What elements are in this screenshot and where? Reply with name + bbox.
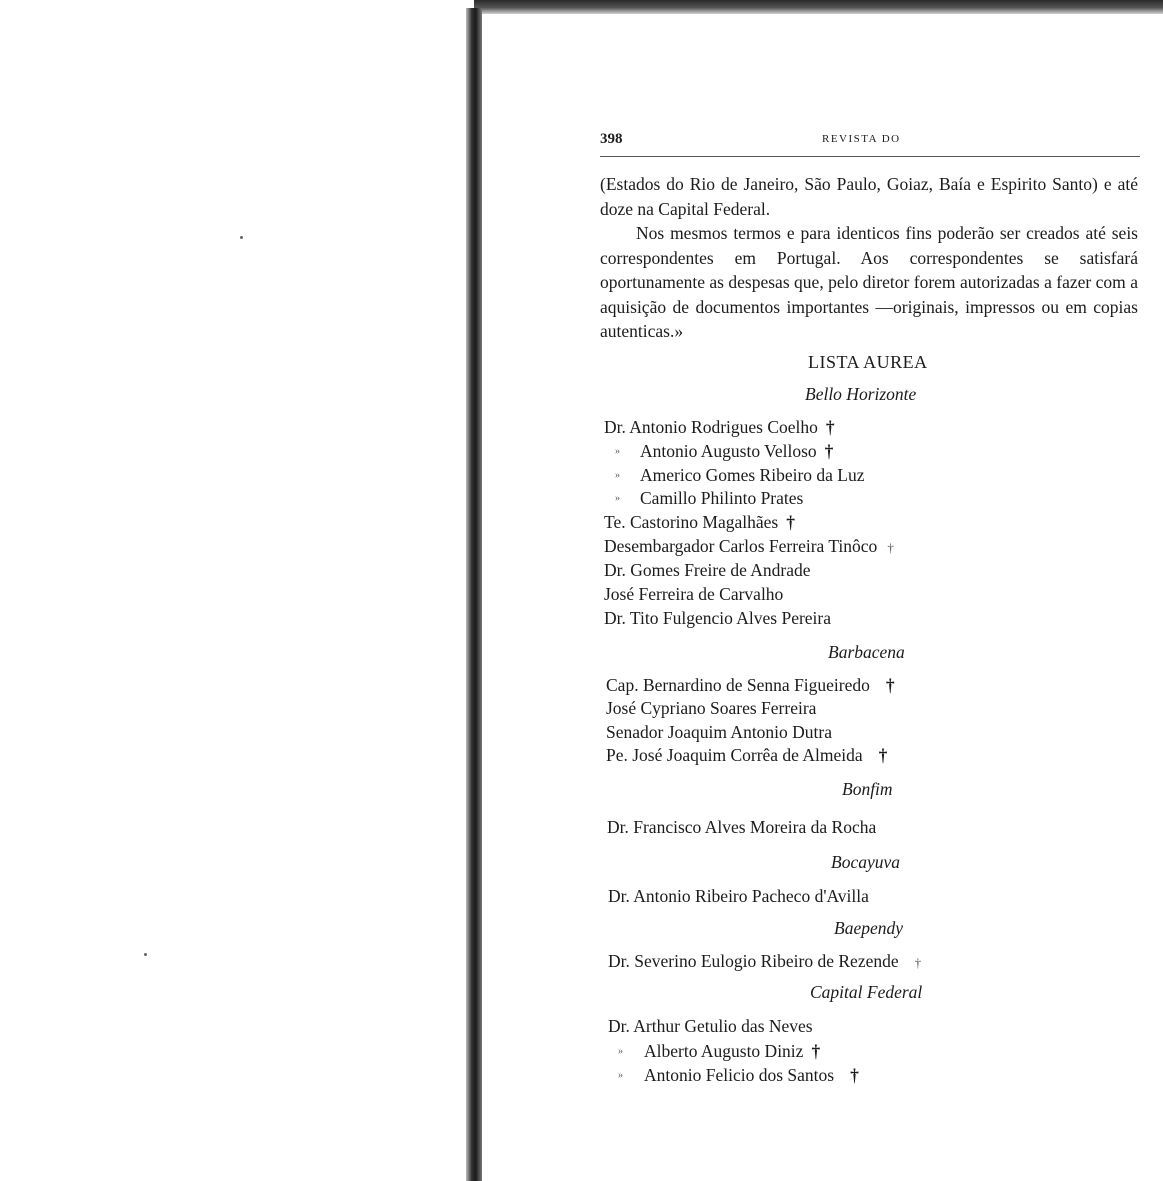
deceased-cross-icon: † [811,1041,821,1061]
entry-name: Dr. Antonio Rodrigues Coelho [604,417,818,437]
ditto-mark: » [615,493,620,504]
entry-name: Pe. José Joaquim Corrêa de Almeida [606,745,863,765]
ditto-mark: » [615,446,620,457]
entry-name: Dr. Severino Eulogio Ribeiro de Rezende [608,951,899,971]
list-entry [608,951,921,972]
list-entry [608,1065,859,1086]
list-entry [606,722,832,743]
entry-name: Dr. Tito Fulgencio Alves Pereira [604,608,832,628]
scan-speck [144,953,147,956]
entry-name: Antonio Felicio dos Santos [644,1065,835,1085]
entry-name: Te. Castorino Magalhães [604,512,779,532]
entry-name: Cap. Bernardino de Senna Figueiredo [606,675,870,695]
list-entry [604,512,795,533]
ditto-mark: » [618,1046,623,1057]
deceased-cross-icon: † [850,1065,859,1085]
entry-name: Desembargador Carlos Ferreira Tinôco [604,536,878,556]
entry-name: José Cypriano Soares Ferreira [606,698,817,718]
list-entry [604,488,803,509]
list-entry [608,1016,813,1037]
section-title-bello-horizonte: Bello Horizonte [805,384,917,404]
deceased-cross-icon: † [825,417,835,437]
page-number: 398 [600,131,623,147]
book-spine-shadow [466,8,482,1181]
deceased-cross-icon: † [786,512,795,532]
entry-name: Dr. Francisco Alves Moreira da Rocha [607,817,877,837]
ditto-mark: » [615,470,620,481]
entry-name: Dr. Antonio Ribeiro Pacheco d'Avilla [608,886,869,906]
list-entry [604,536,894,557]
section-title-capital-federal: Capital Federal [810,982,923,1002]
list-entry [604,441,833,462]
list-entry [604,417,835,438]
paragraph: (Estados do Rio de Janeiro, São Paulo, Goiaz, Baía e Espirito Santo) e até doze na Capital Federal. [600,174,1138,219]
deceased-cross-icon: † [885,675,895,695]
deceased-cross-icon: † [824,441,834,461]
section-title-bonfim: Bonfim [842,779,893,799]
list-entry [607,817,876,838]
section-title-barbacena: Barbacena [828,642,905,662]
body-text [600,172,1138,344]
entry-name: Dr. Gomes Freire de Andrade [604,560,811,580]
section-title-bocayuva: Bocayuva [831,852,900,872]
scan-speck [240,236,243,239]
entry-name: Americo Gomes Ribeiro da Luz [640,465,865,485]
ditto-mark: » [618,1070,623,1081]
entry-name: Antonio Augusto Velloso [640,441,817,461]
list-entry [608,1041,820,1062]
list-entry [604,608,831,629]
entry-name: José Ferreira de Carvalho [604,584,784,604]
entry-name: Senador Joaquim Antonio Dutra [606,722,833,742]
book-page [600,0,1140,1181]
section-title-baependy: Baependy [834,918,903,938]
page-header [600,131,1140,151]
entry-name: Alberto Augusto Diniz [644,1041,804,1061]
list-entry [606,745,887,766]
deceased-cross-icon: † [914,955,922,970]
running-head: REVISTA DO [822,133,901,145]
header-rule [600,156,1140,157]
entry-name: Camillo Philinto Prates [640,488,804,508]
deceased-cross-icon: † [887,540,894,555]
deceased-cross-icon: † [878,745,888,765]
list-entry [606,698,816,719]
list-entry [608,886,869,907]
list-entry [604,560,811,581]
entry-name: Dr. Arthur Getulio das Neves [608,1016,813,1036]
list-entry [604,465,865,486]
list-entry [604,584,783,605]
list-entry [606,675,895,696]
paragraph: Nos mesmos termos e para identicos fins poderão ser creados até seis correspondentes em Portugal. Aos correspondentes se satisfará oportunamente as despesas que, pelo diretor forem autorizadas a fazer com a aquisição de documentos importantes —originais, impressos ou em copias autenticas.» [600,223,1138,341]
list-title: LISTA AUREA [808,352,928,372]
